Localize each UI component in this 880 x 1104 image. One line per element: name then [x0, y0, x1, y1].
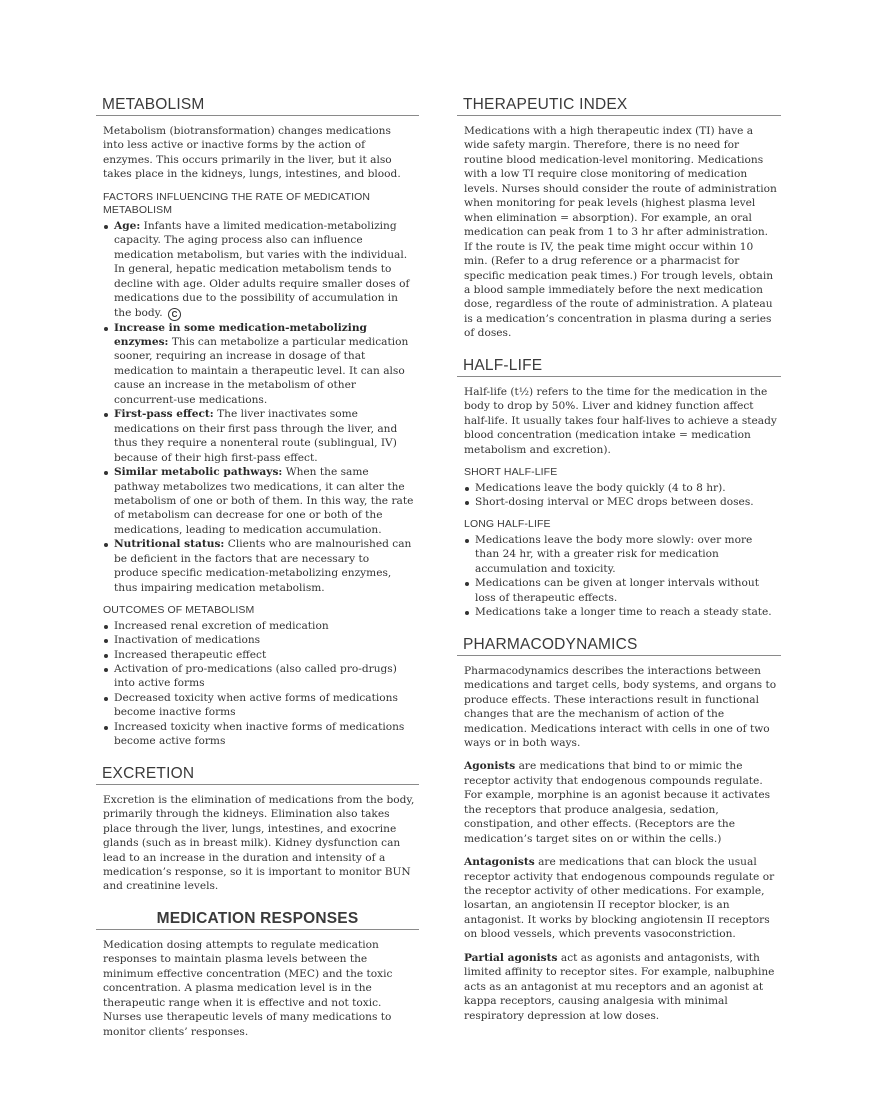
half-life-section [457, 357, 781, 620]
antagonists-paragraph [457, 855, 781, 942]
list-item: Medications leave the body quickly (4 to 8 hr). [475, 481, 777, 495]
clinical-judgment-icon: C [168, 308, 181, 321]
left-column [96, 96, 419, 1055]
excretion-title: EXCRETION [96, 765, 419, 785]
antagonists-term: Antagonists [464, 856, 535, 869]
long-half-life-title: LONG HALF-LIFE [464, 518, 551, 531]
factor-text: This can metabolize a particular medication sooner, requiring an increase in dosage of that medication to maintain a therapeutic level. It can also cause an increase in the metabolism of other concurrent-use medications. [114, 335, 409, 406]
metabolism-title: METABOLISM [96, 96, 419, 116]
pharmacodynamics-section [457, 636, 781, 1023]
half-life-title: HALF-LIFE [457, 357, 781, 377]
responses-section [96, 910, 419, 1039]
list-item: Increased toxicity when inactive forms of medications become active forms [114, 720, 415, 749]
list-item: Increased renal excretion of medication [114, 619, 415, 633]
factor-term: Increase in some medication-metabolizing enzymes: [114, 321, 367, 348]
factor-text: Infants have a limited medication-metabolizing capacity. The aging process also can influence medication metabolism, but varies with the individual. In general, hepatic medication metabolism tends to decline with age. Older adults require smaller doses of medications due to the possibility of accumulation in the body. [114, 219, 410, 319]
factor-term: First-pass effect: [114, 408, 214, 421]
metabolism-section [96, 96, 419, 749]
partial-agonists-text: act as agonists and antagonists, with limited affinity to receptor sites. For example, nalbuphine acts as an antagonist at mu receptors and an agonist at kappa receptors, causing analgesia with minimal respiratory depression at low doses. [464, 951, 775, 1022]
therapeutic-index-text: Medications with a high therapeutic index (TI) have a wide safety margin. Therefore, there is no need for routine blood medication-level monitoring. Medications with a low TI require close monitoring of medication levels. Nurses should consider the route of administration when monitoring for peak levels (highest plasma level when elimination = absorption). For example, an oral medication can peak from 1 to 3 hr after administration. If the route is IV, the peak time might occur within 10 min. (Refer to a drug reference or a pharmacist for specific medication peak times.) For trough levels, obtain a blood sample immediately before the next medication dose, regardless of the route of administration. A plateau is a medication’s concentration in plasma during a series of doses. [464, 125, 777, 340]
partial-agonists-paragraph [457, 951, 781, 1023]
responses-text: Medication dosing attempts to regulate medication responses to maintain plasma levels between the minimum effective concentration (MEC) and the toxic concentration. A plasma medication level is in the therapeutic range when it is effective and not toxic. Nurses use therapeutic levels of many medications to monitor clients’ responses. [103, 938, 393, 1038]
short-half-life-list [457, 481, 781, 510]
antagonists-text: are medications that can block the usual receptor activity that endogenous compounds regulate or the receptor activity of other medications. For example, losartan, an angiotensin II receptor blocker, is an antagonist. It works by blocking angiotensin II receptors on blood vessels, which prevents vasoconstriction. [464, 856, 775, 941]
outcomes-title: OUTCOMES OF METABOLISM [103, 604, 255, 617]
list-item: Activation of pro-medications (also called pro-drugs) into active forms [114, 662, 415, 691]
pharmacodynamics-intro: Pharmacodynamics describes the interactions between medications and target cells, body systems, and organs to produce effects. These interactions result in functional changes that are the mechanism of action of the medication. Medications interact with cells in one of two ways or in both ways. [464, 664, 777, 749]
list-item [114, 321, 415, 408]
half-life-text: Half-life (t½) refers to the time for the medication in the body to drop by 50%. Liver and kidney function affect half-life. It usually takes four half-lives to achieve a steady blood concentration (medication intake = medication metabolism and excretion). [464, 385, 777, 456]
metabolism-intro: Metabolism (biotransformation) changes medications into less active or inactive forms by the action of enzymes. This occurs primarily in the liver, but it also takes place in the kidneys, lungs, intestines, and blood. [103, 125, 401, 181]
list-item: Increased therapeutic effect [114, 648, 415, 662]
partial-agonists-term: Partial agonists [464, 951, 558, 964]
responses-title: MEDICATION RESPONSES [96, 910, 419, 930]
factors-list [96, 219, 419, 595]
long-half-life-list [457, 533, 781, 620]
list-item [114, 407, 415, 465]
list-item: Decreased toxicity when active forms of medications become inactive forms [114, 691, 415, 720]
excretion-text: Excretion is the elimination of medications from the body, primarily through the kidneys. Elimination also takes place through the liver, lungs, intestines, and exocrine glands (such as in breast milk). Kidney dysfunction can lead to an increase in the duration and intensity of a medication’s response, so it is important to monitor BUN and creatinine levels. [103, 793, 415, 893]
pharmacodynamics-title: PHARMACODYNAMICS [457, 636, 781, 656]
factor-text: When the same pathway metabolizes two medications, it can alter the metabolism of one or both of them. In this way, the rate of metabolism can decrease for one or both of the medications, leading to medication accumulation. [114, 466, 414, 536]
excretion-section [96, 765, 419, 894]
factor-term: Age: [114, 219, 141, 232]
agonists-paragraph [457, 759, 781, 846]
factor-text: The liver inactivates some medications on their first pass through the liver, and thus they require a nonenteral route (sublingual, IV) because of their high first-pass effect. [114, 408, 398, 464]
list-item: Inactivation of medications [114, 633, 415, 647]
therapeutic-index-title: THERAPEUTIC INDEX [457, 96, 781, 116]
factor-text: Clients who are malnourished can be deficient in the factors that are necessary to produce specific medication-metabolizing enzymes, thus impairing medication metabolism. [114, 538, 412, 594]
factor-term: Nutritional status: [114, 538, 225, 551]
list-item: Medications take a longer time to reach a steady state. [475, 605, 777, 619]
list-item: Medications leave the body more slowly: over more than 24 hr, with a greater risk for medication accumulation and toxicity. [475, 533, 777, 576]
list-item: Medications can be given at longer intervals without loss of therapeutic effects. [475, 576, 777, 605]
factor-term: Similar metabolic pathways: [114, 466, 283, 479]
factors-title: FACTORS INFLUENCING THE RATE OF MEDICATION METABOLISM [103, 190, 371, 217]
agonists-text: are medications that bind to or mimic the receptor activity that endogenous compounds regulate. For example, morphine is an agonist because it activates the receptors that produce analgesia, sedation, constipation, and other effects. (Receptors are the medication’s target sites on or within the cells.) [464, 760, 771, 845]
list-item: Short-dosing interval or MEC drops between doses. [475, 495, 777, 509]
list-item [114, 465, 415, 537]
therapeutic-index-section [457, 96, 781, 341]
agonists-term: Agonists [464, 760, 516, 773]
right-column [457, 96, 781, 1039]
list-item [114, 219, 415, 321]
short-half-life-title: SHORT HALF-LIFE [464, 466, 558, 479]
outcomes-list [96, 619, 419, 749]
list-item [114, 537, 415, 595]
